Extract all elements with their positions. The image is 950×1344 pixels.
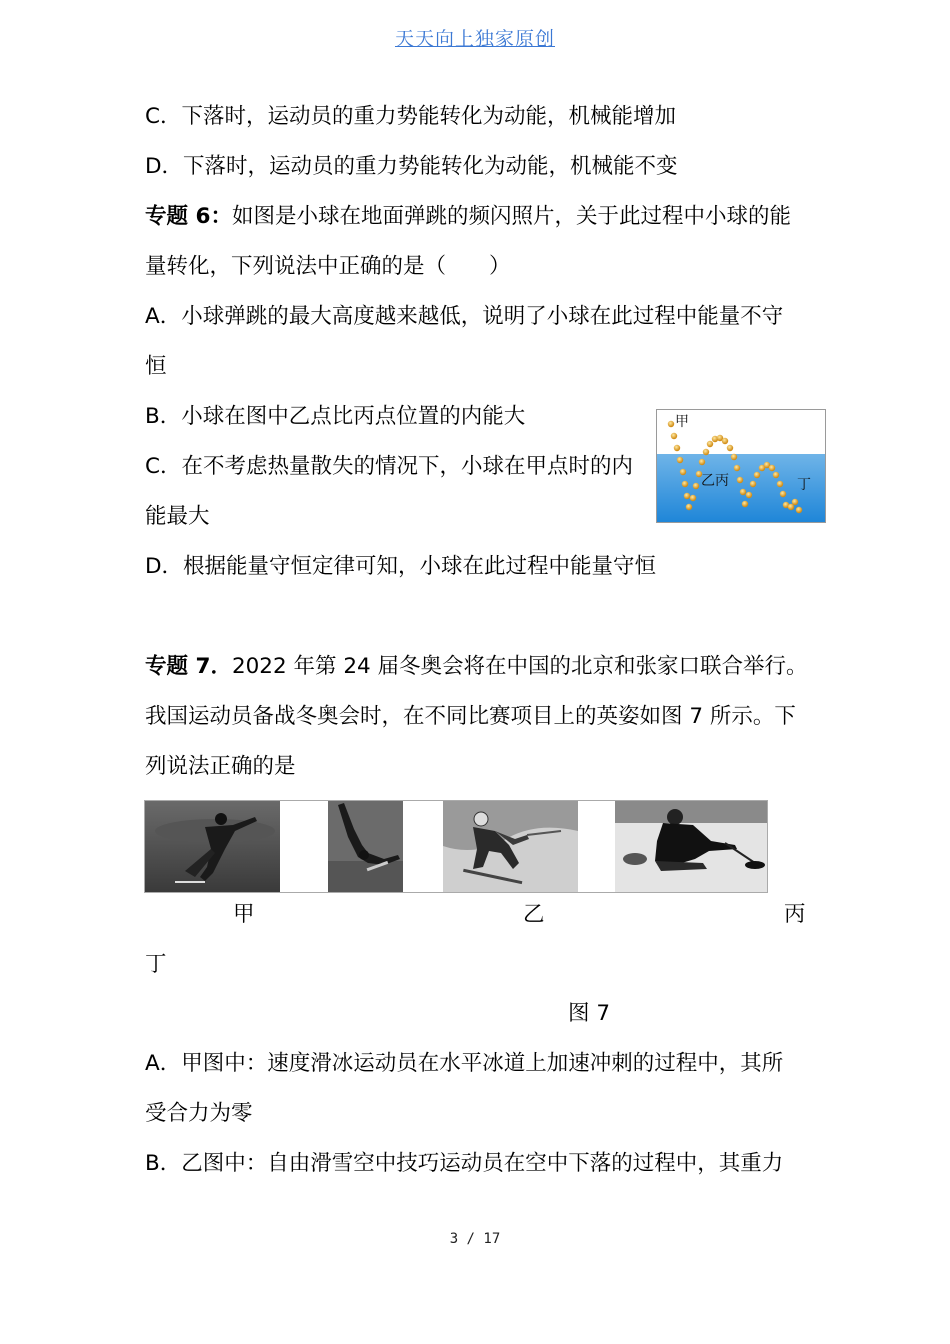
topic-7-question-cont: 我国运动员备战冬奥会时，在不同比赛项目上的英姿如图 7 所示。下 (145, 704, 796, 729)
topic-7-question (145, 652, 808, 682)
topic-6-question-cont: 量转化，下列说法中正确的是（ ） (145, 254, 511, 279)
topic-6-option-c-cont: 能最大 (145, 504, 210, 529)
topic-6-question (145, 202, 791, 232)
caption-yi: 乙 (523, 902, 545, 927)
topic-7-option-a-cont: 受合力为零 (145, 1101, 253, 1126)
aerial-skiing-photo (328, 801, 403, 892)
caption-jia: 甲 (233, 902, 255, 927)
label-yi-bing: 乙丙 (701, 473, 729, 489)
topic-7-question-cont2: 列说法正确的是 (145, 754, 296, 779)
winter-sports-photo-strip (144, 800, 768, 893)
figure-7-title: 图 7 (568, 1001, 611, 1026)
option-c-previous: C．下落时，运动员的重力势能转化为动能，机械能增加 (145, 104, 677, 129)
page-header-title: 天天向上独家原创 (394, 28, 555, 50)
topic-6-label: 专题 6： (145, 204, 232, 229)
speed-skating-photo (145, 801, 280, 892)
topic-6-option-b: B．小球在图中乙点比丙点位置的内能大 (145, 404, 526, 429)
caption-bing: 丙 (784, 902, 806, 927)
label-jia: 甲 (675, 414, 689, 430)
topic-6-option-d: D．根据能量守恒定律可知，小球在此过程中能量守恒 (145, 554, 657, 579)
curling-photo (615, 801, 767, 892)
page-number: 3 / 17 (449, 1231, 501, 1247)
label-ding: 丁 (797, 477, 811, 493)
topic-7-label: 专题 7． (145, 654, 232, 679)
option-d-previous: D．下落时，运动员的重力势能转化为动能，机械能不变 (145, 154, 678, 179)
topic-7-option-a: A．甲图中：速度滑冰运动员在水平冰道上加速冲刺的过程中，其所 (145, 1051, 784, 1076)
caption-ding: 丁 (145, 952, 167, 977)
topic-7-option-b: B．乙图中：自由滑雪空中技巧运动员在空中下落的过程中，其重力 (145, 1151, 784, 1176)
bouncing-ball-figure (656, 409, 826, 523)
topic-6-text: 如图是小球在地面弹跳的频闪照片，关于此过程中小球的能 (231, 204, 791, 229)
topic-6-option-a-cont: 恒 (145, 354, 167, 379)
alpine-skiing-photo (443, 801, 578, 892)
topic-7-text: 2022 年第 24 届冬奥会将在中国的北京和张家口联合举行。 (231, 654, 808, 679)
topic-6-option-c: C．在不考虑热量散失的情况下，小球在甲点时的内 (145, 454, 634, 479)
topic-6-option-a: A．小球弹跳的最大高度越来越低，说明了小球在此过程中能量不守 (145, 304, 784, 329)
